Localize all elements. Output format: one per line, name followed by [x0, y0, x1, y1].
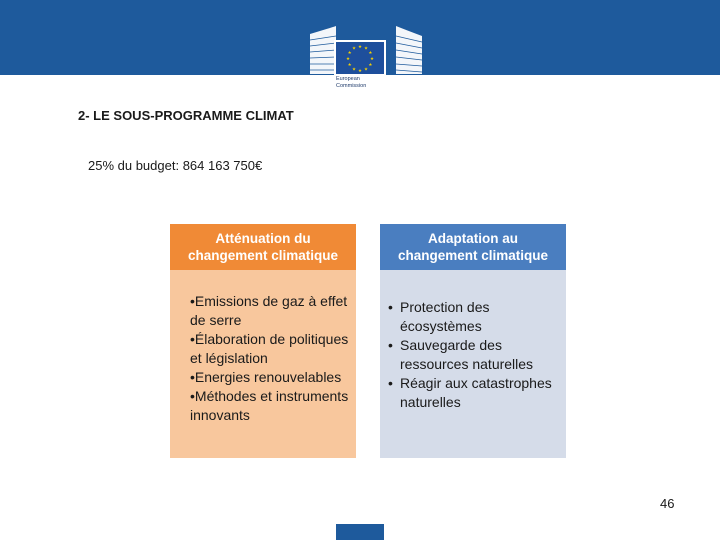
- svg-text:★: ★: [357, 69, 363, 74]
- list-item: [388, 336, 564, 374]
- footer-bar: [336, 524, 384, 540]
- list-item-text: Sauvegarde des ressources naturelles: [400, 337, 534, 372]
- list-item-text: Protection des écosystèmes: [400, 299, 490, 334]
- svg-text:★: ★: [368, 51, 373, 56]
- mitigation-card-body: [170, 270, 356, 458]
- mitigation-header-line2: changement climatique: [187, 248, 339, 263]
- budget-text: 25% du budget: 864 163 750€: [88, 158, 263, 173]
- bullet-icon: •: [388, 299, 393, 315]
- mitigation-header-line1: Atténuation du: [215, 231, 311, 246]
- svg-text:★: ★: [347, 63, 352, 68]
- mitigation-card: [170, 224, 356, 458]
- svg-text:★: ★: [369, 57, 375, 62]
- mitigation-list: [190, 292, 350, 425]
- list-item: [388, 374, 564, 412]
- adaptation-card: [380, 224, 566, 458]
- adaptation-card-body: [380, 270, 566, 458]
- svg-text:★: ★: [363, 67, 369, 73]
- svg-text:★: ★: [357, 45, 363, 50]
- svg-text:★: ★: [345, 57, 351, 62]
- list-item: •Méthodes et instruments innovants: [190, 388, 349, 423]
- list-item: •Emissions de gaz à effet de serre: [190, 293, 348, 328]
- adaptation-card-header: [380, 224, 566, 272]
- svg-text:★: ★: [351, 46, 357, 52]
- adaptation-header-line1: Adaptation au: [428, 231, 518, 246]
- list-item: •Energies renouvelables: [190, 369, 342, 385]
- list-item: [388, 298, 564, 336]
- adaptation-list: [388, 298, 564, 412]
- svg-text:★: ★: [368, 63, 373, 68]
- svg-text:★: ★: [363, 46, 369, 52]
- bullet-icon: •: [388, 375, 393, 391]
- page-number: 46: [660, 496, 675, 511]
- mitigation-card-header: [170, 224, 356, 272]
- logo-label-line1: European: [336, 76, 360, 82]
- slide-title: 2- LE SOUS-PROGRAMME CLIMAT: [78, 108, 294, 123]
- logo-label-line2: Commission: [336, 82, 367, 89]
- svg-text:★: ★: [351, 67, 357, 73]
- eu-flag-icon: [336, 42, 384, 74]
- adaptation-header-line2: changement climatique: [397, 248, 549, 263]
- list-item: •Élaboration de politiques et législation: [190, 331, 349, 366]
- svg-text:★: ★: [347, 51, 352, 56]
- list-item-text: Réagir aux catastrophes naturelles: [400, 375, 552, 410]
- bullet-icon: •: [388, 337, 393, 353]
- logo-label: [336, 76, 386, 94]
